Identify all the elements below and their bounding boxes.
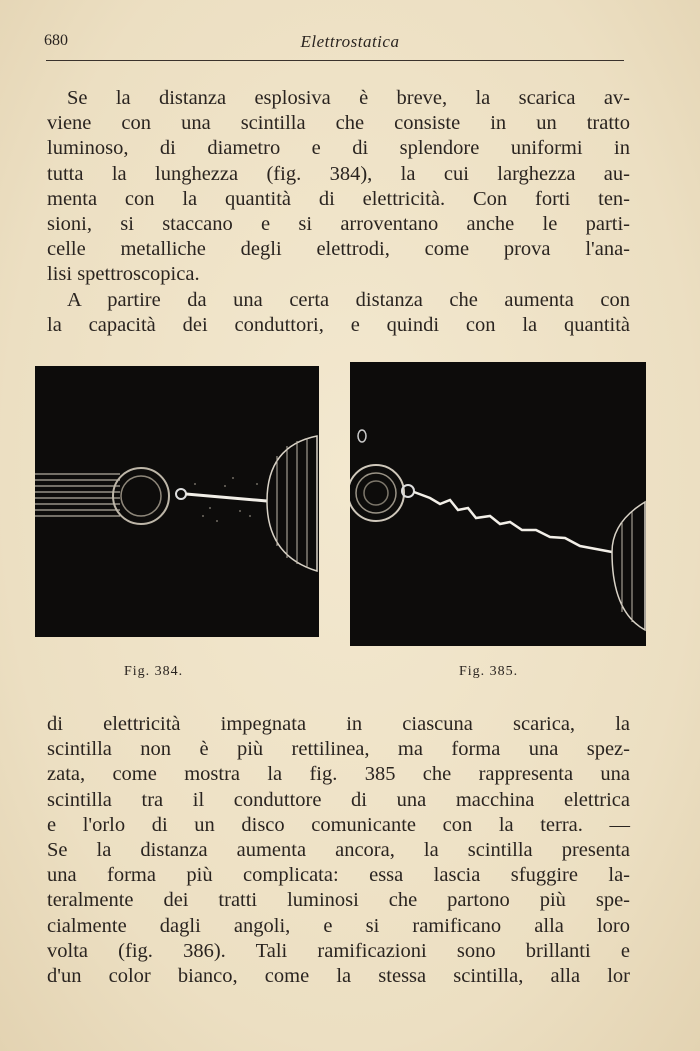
text-line: Se la distanza esplosiva è breve, la scarica av-	[67, 87, 630, 109]
text-line: una forma più complicata: essa lascia sfuggire la-	[47, 864, 630, 887]
text-line: di elettricità impegnata in ciascuna scarica, la	[47, 713, 630, 735]
text-line: celle metalliche degli elettrodi, come prova l'ana-	[47, 238, 630, 261]
text-line: d'un color bianco, come la stessa scintilla, alla lor	[47, 964, 630, 987]
text-line: volta (fig. 386). Tali ramificazioni sono brillanti e	[47, 939, 630, 962]
paragraph-1	[47, 86, 630, 338]
page-number: 680	[44, 32, 68, 49]
text-line: teralmente dei tratti luminosi che partono più spe-	[47, 889, 630, 912]
text-line: cialmente dagli angoli, e si ramificano alla loro	[47, 914, 630, 937]
figure-384-caption: Fig. 384.	[124, 664, 184, 679]
text-line: viene con una scintilla che consiste in un tratto	[47, 112, 630, 135]
text-line: scintilla tra il conduttore di una macchina elettrica	[47, 788, 630, 811]
running-title: Elettrostatica	[300, 32, 400, 51]
text-line: scintilla non è più rettilinea, ma forma una spez-	[47, 738, 630, 761]
figure-385-caption: Fig. 385.	[459, 664, 519, 679]
text-line: luminoso, di diametro e di splendore uniformi in	[47, 137, 630, 160]
text-line: sioni, si staccano e si arroventano anche le parti-	[47, 212, 630, 235]
text-line: menta con la quantità di elettricità. Con forti ten-	[47, 187, 630, 210]
figure-385-illustration	[350, 362, 646, 646]
figure-384-illustration	[35, 366, 319, 637]
header-rule	[46, 60, 624, 61]
paragraph-2-continued	[47, 712, 630, 989]
text-line: e l'orlo di un disco comunicante con la terra. —	[47, 813, 630, 836]
text-line: lisi spettroscopica.	[47, 263, 200, 286]
text-line: zata, come mostra la fig. 385 che rappresenta una	[47, 763, 630, 786]
text-line: Se la distanza aumenta ancora, la scintilla presenta	[47, 838, 630, 861]
text-line: tutta la lunghezza (fig. 384), la cui larghezza au-	[47, 162, 630, 185]
text-line: A partire da una certa distanza che aumenta con	[67, 288, 630, 311]
text-line: la capacità dei conduttori, e quindi con la quantità	[47, 313, 630, 336]
